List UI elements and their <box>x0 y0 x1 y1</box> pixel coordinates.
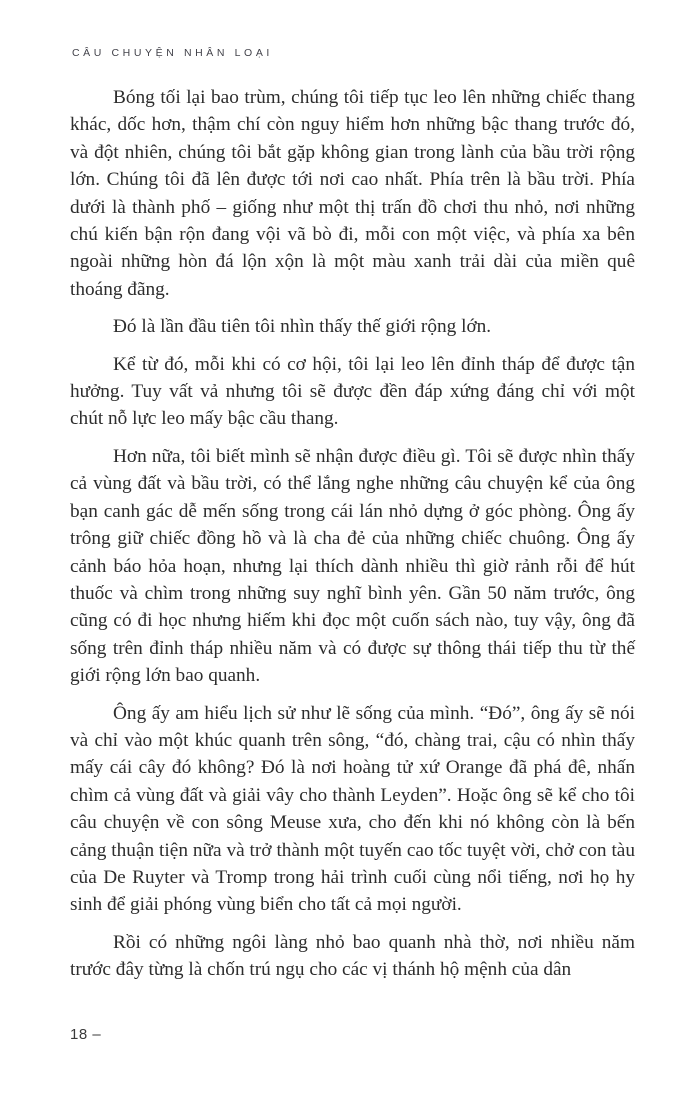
paragraph: Rồi có những ngôi làng nhỏ bao quanh nhà thờ, nơi nhiều năm trước đây từng là chốn trú ngụ cho các vị thánh hộ mệnh của dân <box>70 931 635 981</box>
paragraph: Hơn nữa, tôi biết mình sẽ nhận được điều gì. Tôi sẽ được nhìn thấy cả vùng đất và bầu trời, có thể lắng nghe những câu chuyện kể của ông bạn canh gác dễ mến sống trong cái lán nhỏ dựng ở góc phòng. Ông ấy trông giữ chiếc đồng hồ và là cha đẻ của những chiếc chuông. Ông ấy cảnh báo hỏa hoạn, nhưng lại thích dành nhiều thì giờ rảnh rỗi để hút thuốc và chìm trong những suy nghĩ bình yên. Gần 50 năm trước, ông cũng có đi học nhưng hiếm khi đọc một cuốn sách nào, tuy vậy, ông đã sống trên đỉnh tháp nhiều năm và có được sự thông thái tiếp thu từ thế giới rộng lớn bao quanh. <box>70 445 635 687</box>
paragraph: Bóng tối lại bao trùm, chúng tôi tiếp tục leo lên những chiếc thang khác, dốc hơn, thậm chí còn nguy hiểm hơn những bậc thang trước đó, và đột nhiên, chúng tôi bắt gặp không gian trong lành của bầu trời rộng lớn. Chúng tôi đã lên được tới nơi cao nhất. Phía trên là bầu trời. Phía dưới là thành phố – giống như một thị trấn đồ chơi thu nhỏ, nơi những chú kiến bận rộn đang vội vã bò đi, mỗi con một việc, và phía xa bên ngoài những hòn đá lộn xộn là một màu xanh trải dài của miền quê thoáng đãng. <box>70 87 635 300</box>
paragraph: Kể từ đó, mỗi khi có cơ hội, tôi lại leo lên đỉnh tháp để được tận hưởng. Tuy vất vả nhưng tôi sẽ được đền đáp xứng đáng chỉ với một chút nỗ lực leo mấy bậc cầu thang. <box>70 353 635 430</box>
paragraph: Đó là lần đầu tiên tôi nhìn thấy thế giới rộng lớn. <box>113 316 492 338</box>
paragraph: Ông ấy am hiểu lịch sử như lẽ sống của mình. “Đó”, ông ấy sẽ nói và chỉ vào một khúc quanh trên sông, “đó, chàng trai, cậu có nhìn thấy mấy cái cây đó không? Đó là nơi hoàng tử xứ Orange đã phá đê, nhấn chìm cả vùng đất và giải vây cho thành Leyden”. Hoặc ông sẽ kể cho tôi câu chuyện về con sông Meuse xưa, cho đến khi nó không còn là bến cảng thuận tiện nữa và trở thành một tuyến cao tốc tuyệt vời, chở con tàu của De Ruyter và Tromp trong hải trình cuối cùng nổi tiếng, nơi họ hy sinh để giải phóng vùng biển cho tất cả mọi người. <box>70 702 635 916</box>
running-header: CÂU CHUYỆN NHÂN LOẠI <box>72 47 273 59</box>
page-body <box>70 84 635 994</box>
page-number: 18 – <box>70 1026 102 1043</box>
